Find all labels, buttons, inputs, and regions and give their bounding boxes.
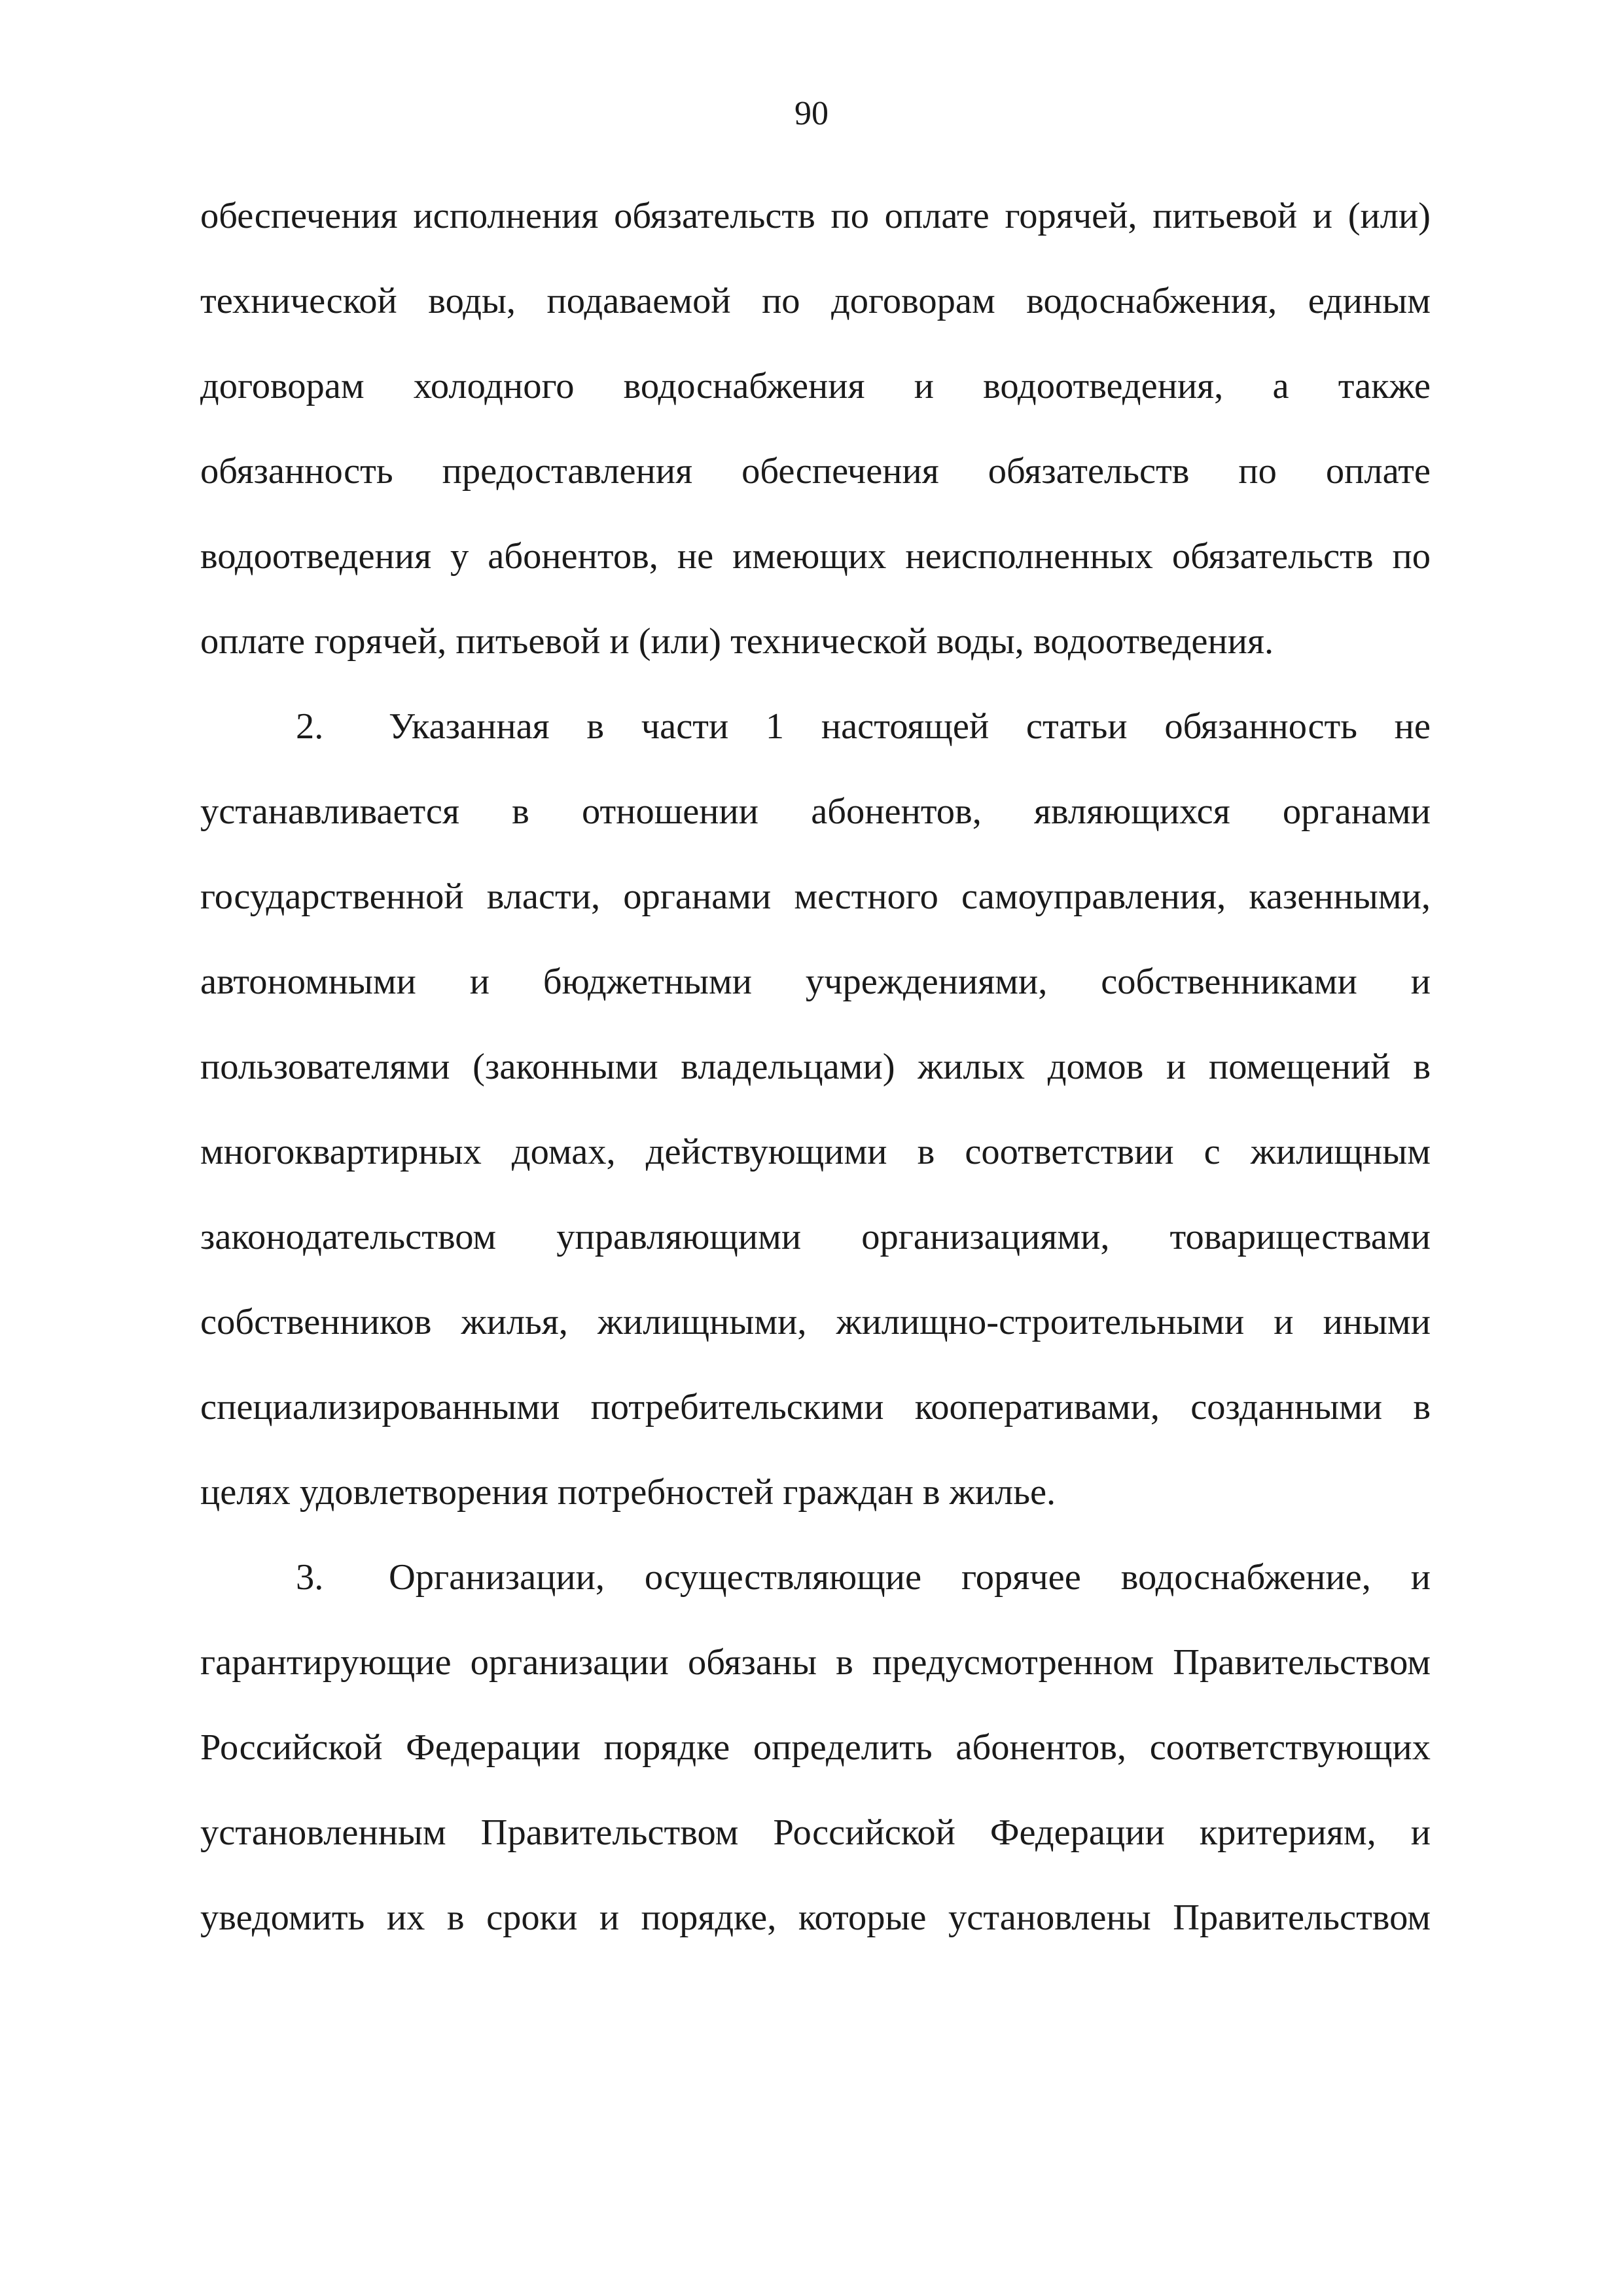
paragraph-2-line-6: многоквартирных домах, действующими в соответствии с жилищным <box>200 1132 1431 1172</box>
paragraph-2-line-3: государственной власти, органами местного самоуправления, казенными, <box>200 876 1431 917</box>
paragraph-2-line-4: автономными и бюджетными учреждениями, собственниками и <box>200 961 1431 1002</box>
page-number: 90 <box>794 95 829 132</box>
paragraph-2-line-9: специализированными потребительскими кооперативами, созданными в <box>200 1387 1431 1427</box>
paragraph-2-line-10: целях удовлетворения потребностей граждан в жилье. <box>200 1472 1056 1513</box>
paragraph-1-line-6: оплате горячей, питьевой и (или) технической воды, водоотведения. <box>200 621 1274 662</box>
paragraph-2-line-7: законодательством управляющими организациями, товариществами <box>200 1217 1431 1257</box>
paragraph-3-line-5: уведомить их в сроки и порядке, которые установлены Правительством <box>200 1897 1431 1938</box>
paragraph-1-line-4: обязанность предоставления обеспечения обязательств по оплате <box>200 451 1431 492</box>
paragraph-1-line-3: договорам холодного водоснабжения и водоотведения, а также <box>200 366 1431 406</box>
paragraph-3-line-4: установленным Правительством Российской Федерации критериям, и <box>200 1812 1431 1853</box>
paragraph-2-line-5: пользователями (законными владельцами) жилых домов и помещений в <box>200 1047 1431 1087</box>
paragraph-3-line-1: Организации, осуществляющие горячее водоснабжение, и <box>389 1557 1431 1598</box>
paragraph-2-line-1: Указанная в части 1 настоящей статьи обязанность не <box>389 706 1431 747</box>
paragraph-3-line-3: Российской Федерации порядке определить абонентов, соответствующих <box>200 1727 1431 1768</box>
paragraph-1-line-1: обеспечения исполнения обязательств по оплате горячей, питьевой и (или) <box>200 196 1431 236</box>
paragraph-1-line-2: технической воды, подаваемой по договорам водоснабжения, единым <box>200 281 1431 321</box>
paragraph-2-line-8: собственников жилья, жилищными, жилищно-строительными и иными <box>200 1302 1431 1342</box>
paragraph-1-line-5: водоотведения у абонентов, не имеющих неисполненных обязательств по <box>200 536 1431 577</box>
paragraph-3-number: 3. <box>296 1557 324 1598</box>
paragraph-3-line-2: гарантирующие организации обязаны в предусмотренном Правительством <box>200 1642 1431 1683</box>
paragraph-2-number: 2. <box>296 706 324 747</box>
paragraph-2-line-2: устанавливается в отношении абонентов, являющихся органами <box>200 791 1431 832</box>
